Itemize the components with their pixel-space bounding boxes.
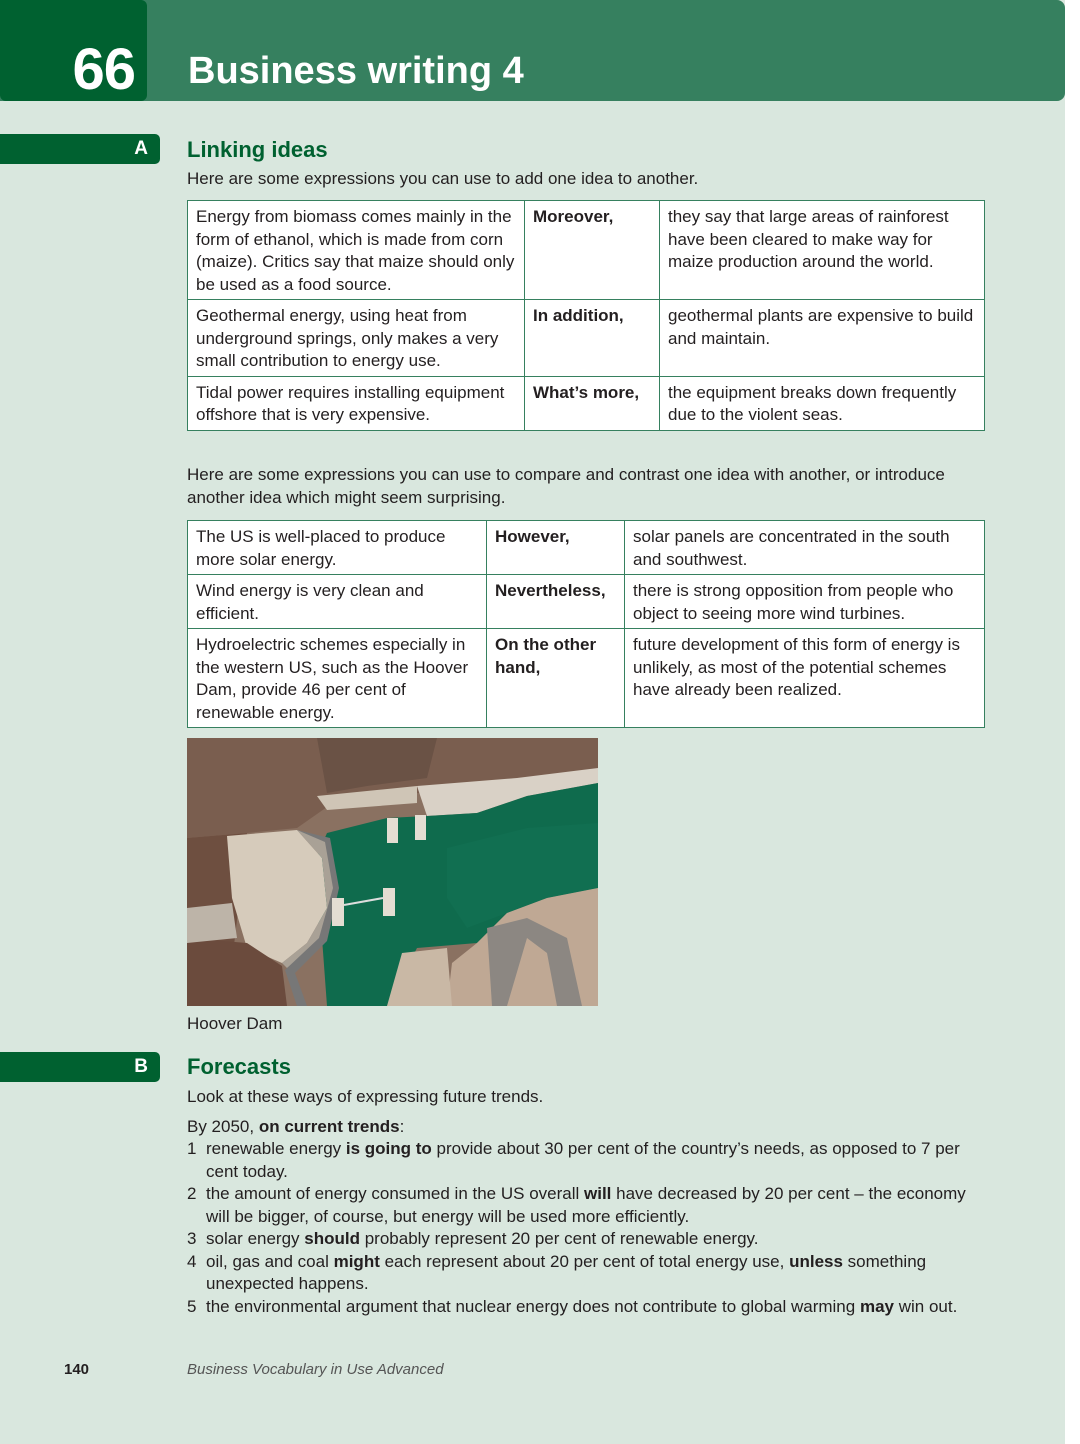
item-text: the amount of energy consumed in the US overall: [206, 1184, 584, 1203]
item-number: 4: [187, 1251, 197, 1271]
item-number: 2: [187, 1184, 197, 1203]
item-text: win out.: [893, 1296, 958, 1316]
item-text: the environmental argument that nuclear energy does not contribute to global warming: [206, 1296, 860, 1316]
item-number: 1: [187, 1139, 197, 1158]
item-text: probably represent 20 per cent of renewable energy.: [360, 1229, 759, 1248]
list-item: [187, 1138, 977, 1183]
continuation-cell: geothermal plants are expensive to build and maintain.: [660, 300, 985, 377]
item-number: 3: [187, 1229, 197, 1248]
item-number: 5: [187, 1296, 197, 1316]
section-heading-linking-ideas: Linking ideas: [187, 137, 328, 162]
item-keyword: might: [333, 1251, 380, 1271]
table-row: [188, 629, 985, 728]
item-keyword: will: [584, 1184, 612, 1203]
table-row: [188, 575, 985, 629]
linker-cell: In addition,: [525, 300, 660, 377]
continuation-cell: the equipment breaks down frequently due to the violent seas.: [660, 376, 985, 430]
item-text: have decreased by 20 per cent – the economy will be bigger, of course, but energy will be used more efficiently.: [206, 1184, 966, 1226]
unit-header-bar: [0, 0, 1065, 101]
list-item: [187, 1183, 977, 1228]
continuation-cell: they say that large areas of rainforest have been cleared to make way for maize production around the world.: [660, 201, 985, 300]
item-text: oil, gas and coal: [206, 1251, 334, 1271]
linker-cell: Moreover,: [525, 201, 660, 300]
intro-forecasts: Look at these ways of expressing future trends.: [187, 1087, 544, 1106]
unit-number-box: [0, 0, 147, 101]
section-heading-forecasts: Forecasts: [187, 1054, 291, 1079]
idea-cell: Tidal power requires installing equipment offshore that is very expensive.: [188, 376, 525, 430]
section-tab-a: [0, 134, 160, 164]
section-letter-a: A: [134, 138, 148, 159]
lead-bold: on current trends: [258, 1117, 400, 1136]
continuation-cell: future development of this form of energy is unlikely, as most of the potential schemes have already been realized.: [625, 629, 985, 728]
item-keyword: should: [304, 1229, 360, 1248]
item-keyword: unless: [789, 1251, 843, 1271]
linker-cell: However,: [487, 521, 625, 575]
lead-prefix: By 2050,: [187, 1117, 259, 1136]
unit-number: 66: [72, 37, 135, 102]
item-keyword: may: [859, 1296, 894, 1316]
item-text: renewable energy: [206, 1139, 346, 1158]
intro-add-ideas: Here are some expressions you can use to add one idea to another.: [187, 169, 699, 188]
linker-cell: What’s more,: [525, 376, 660, 430]
forecast-lead: [187, 1116, 987, 1139]
contrast-ideas-table: [187, 520, 985, 728]
list-item: [187, 1228, 977, 1251]
section-tab-b: [0, 1052, 160, 1082]
idea-cell: Energy from biomass comes mainly in the form of ethanol, which is made from corn (maize). Critics say that maize should only be used as a food source.: [188, 201, 525, 300]
idea-cell: Geothermal energy, using heat from underground springs, only makes a very small contribution to energy use.: [188, 300, 525, 377]
linker-cell: Nevertheless,: [487, 575, 625, 629]
hoover-dam-photo: [187, 738, 598, 1006]
idea-cell: The US is well-placed to produce more solar energy.: [188, 521, 487, 575]
item-text: each represent about 20 per cent of total energy use,: [379, 1251, 790, 1271]
item-text: something unexpected happens.: [206, 1251, 927, 1293]
continuation-cell: there is strong opposition from people who object to seeing more wind turbines.: [625, 575, 985, 629]
table-row: [188, 521, 985, 575]
forecast-list: [187, 1138, 977, 1318]
add-ideas-table: [187, 200, 985, 431]
list-item: [187, 1251, 977, 1296]
table-row: [188, 300, 985, 377]
list-item: [187, 1296, 977, 1319]
table-row: [188, 376, 985, 430]
section-letter-b: B: [134, 1056, 148, 1077]
idea-cell: Wind energy is very clean and efficient.: [188, 575, 487, 629]
lead-suffix: :: [399, 1117, 405, 1136]
item-keyword: is going to: [345, 1139, 432, 1158]
table-row: [188, 201, 985, 300]
intro-contrast-ideas: Here are some expressions you can use to compare and contrast one idea with another, or introduce another idea which might seem surprising.: [187, 465, 945, 507]
book-title: Business Vocabulary in Use Advanced: [187, 1361, 444, 1378]
continuation-cell: solar panels are concentrated in the south and southwest.: [625, 521, 985, 575]
photo-caption: Hoover Dam: [187, 1014, 283, 1033]
item-text: solar energy: [206, 1229, 305, 1248]
idea-cell: Hydroelectric schemes especially in the western US, such as the Hoover Dam, provide 46 per cent of renewable energy.: [188, 629, 487, 728]
item-text: provide about 30 per cent of the country’s needs, as opposed to 7 per cent today.: [206, 1139, 960, 1181]
linker-cell: On the other hand,: [487, 629, 625, 728]
page-number: 140: [64, 1361, 90, 1378]
unit-title: Business writing 4: [188, 50, 524, 92]
